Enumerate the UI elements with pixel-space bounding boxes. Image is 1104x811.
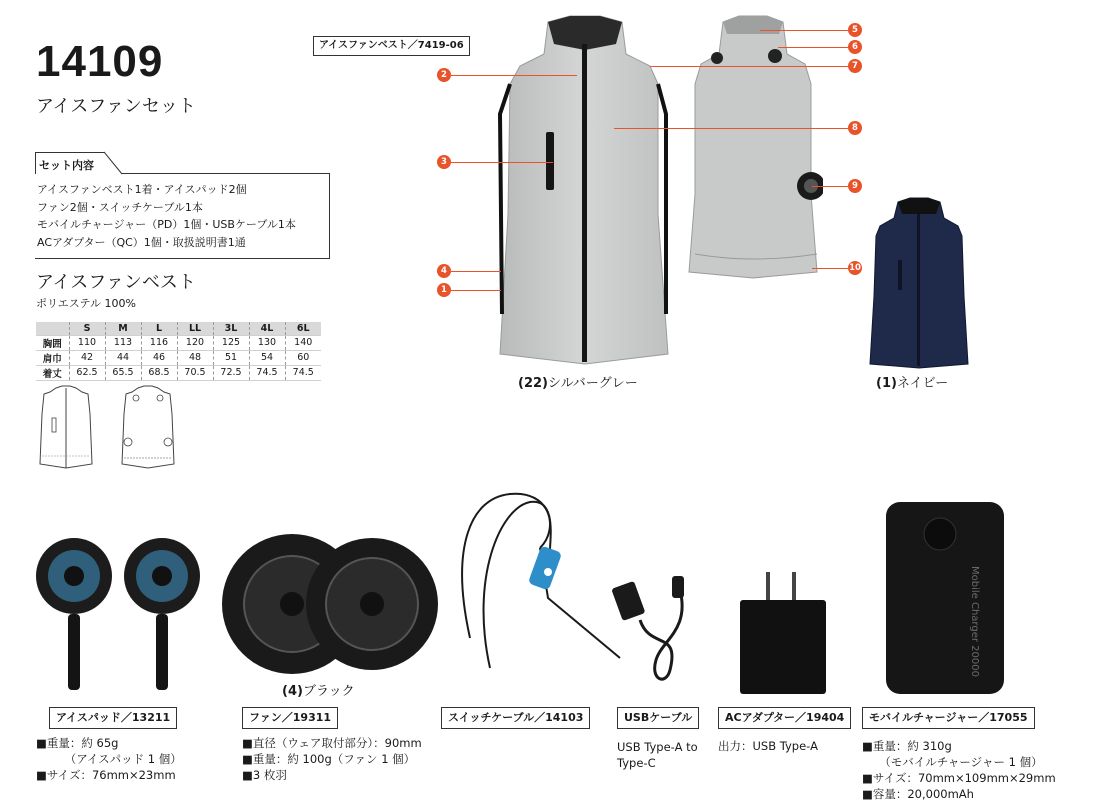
usb-cable-label: USBケーブル [617,707,699,729]
usb-cable-spec: USB Type-A to Type-C [617,740,698,770]
fan-image [222,524,438,684]
callout-line-8 [614,128,848,129]
switch-cable-image [430,488,630,688]
vest-front-line-drawing [36,384,96,470]
callout-line-1 [451,290,501,291]
table-cell: 116 [141,335,177,350]
callout-line-9 [812,186,848,187]
size-table [36,322,321,381]
callout-line-7 [650,66,848,67]
vest-material: ポリエステル 100% [36,297,136,310]
ice-pad-image [34,532,224,692]
callout-3: 3 [437,155,451,169]
table-cell: 70.5 [177,365,213,380]
callout-10: 10 [849,263,861,273]
callout-line-3 [451,162,553,163]
model-number: 14109 [36,37,164,86]
set-contents-title: セット内容 [39,159,94,172]
ice-pad-spec: ■重量：約 65g （アイスパッド 1 個） ■サイズ：76mm×23mm [36,736,182,782]
callout-line-2 [451,75,577,76]
table-row [36,350,321,365]
switch-cable-label: スイッチケーブル／14103 [441,707,590,729]
size-header-cell: 4L [249,322,285,335]
ice-pad-label: アイスパッド／13211 [49,707,177,729]
mobile-charger-image [884,500,1006,696]
table-cell: 110 [69,335,105,350]
fan-label: ファン／19311 [242,707,338,729]
vest-heading: アイスファンベスト [36,272,196,293]
ac-adapter-label: ACアダプター／19404 [718,707,851,729]
size-header-cell: 3L [213,322,249,335]
silver-vest-back-image [683,14,823,282]
ac-adapter-spec: 出力：USB Type-A [718,739,818,753]
vest-product-label: アイスファンベスト／7419-06 [313,36,470,56]
table-cell: 68.5 [141,365,177,380]
set-contents-bottom-rule [35,258,330,259]
table-cell: 60 [285,350,321,365]
usb-cable-image [610,570,698,694]
callout-7: 7 [848,59,862,73]
size-header-cell: M [105,322,141,335]
mobile-charger-label: モバイルチャージャー／17055 [862,707,1035,729]
row-label: 肩巾 [42,353,62,365]
set-contents-line: アイスファンベスト1着・アイスパッド2個 [37,183,247,196]
table-cell: 48 [177,350,213,365]
callout-line-4 [451,271,501,272]
size-header-corner [36,322,69,335]
color-name: ネイビー [896,376,949,391]
set-contents-tab-slant [104,151,124,175]
color-code: (4) [282,684,303,699]
table-cell: 140 [285,335,321,350]
table-cell: 74.5 [249,365,285,380]
table-cell: 74.5 [285,365,321,380]
fan-color-caption [282,680,355,699]
table-cell: 51 [213,350,249,365]
fan-spec: ■直径（ウェア取付部分）：90mm ■重量：約 100g（ファン 1 個） ■3 枚羽 [242,736,422,782]
row-label: 胸囲 [42,338,62,350]
table-row [36,335,321,350]
callout-8: 8 [848,121,862,135]
size-header-cell: 6L [285,322,321,335]
callout-1: 1 [437,283,451,297]
table-row [36,365,321,380]
color-code: (1) [876,376,897,391]
table-cell: 46 [141,350,177,365]
table-cell: 130 [249,335,285,350]
color-name: ブラック [302,684,355,699]
set-contents-top-rule [122,173,330,174]
set-contents-right-rule [329,173,330,259]
size-header-cell: S [69,322,105,335]
ac-adapter-image [738,568,828,696]
table-cell: 120 [177,335,213,350]
color-name: シルバーグレー [547,376,638,391]
product-name: アイスファンセット [36,96,196,117]
charger-print: Mobile Charger 20000 [969,566,980,677]
table-cell: 62.5 [69,365,105,380]
color-caption-navy [876,372,948,391]
vest-back-line-drawing [118,384,178,470]
row-label: 着丈 [42,368,62,380]
color-code: (22) [518,376,548,391]
table-cell: 54 [249,350,285,365]
callout-6: 6 [848,40,862,54]
callout-line-10 [812,268,848,269]
table-cell: 44 [105,350,141,365]
table-cell: 72.5 [213,365,249,380]
size-header-cell: LL [177,322,213,335]
size-header-row [36,322,321,335]
callout-5: 5 [848,23,862,37]
silver-vest-front-image [490,14,680,370]
mobile-charger-spec: ■重量：約 310g （モバイルチャージャー 1 個） ■サイズ：70mm×109mm×29mm ■容量：20,000mAh [862,739,1056,801]
set-contents-list [37,181,296,251]
table-cell: 42 [69,350,105,365]
color-caption-silver [518,372,638,391]
table-cell: 113 [105,335,141,350]
table-cell: 125 [213,335,249,350]
callout-line-6 [778,47,848,48]
set-contents-line: ACアダプター（QC）1個・取扱説明書1通 [37,235,246,249]
callout-2: 2 [437,68,451,82]
callout-4: 4 [437,264,451,278]
navy-vest-image [866,196,972,370]
callout-line-5 [760,30,848,31]
callout-9: 9 [848,179,862,193]
size-header-cell: L [141,322,177,335]
set-contents-line: モバイルチャージャー（PD）1個・USBケーブル1本 [37,218,296,231]
table-cell: 65.5 [105,365,141,380]
set-contents-line: ファン2個・スイッチケーブル1本 [37,200,203,214]
